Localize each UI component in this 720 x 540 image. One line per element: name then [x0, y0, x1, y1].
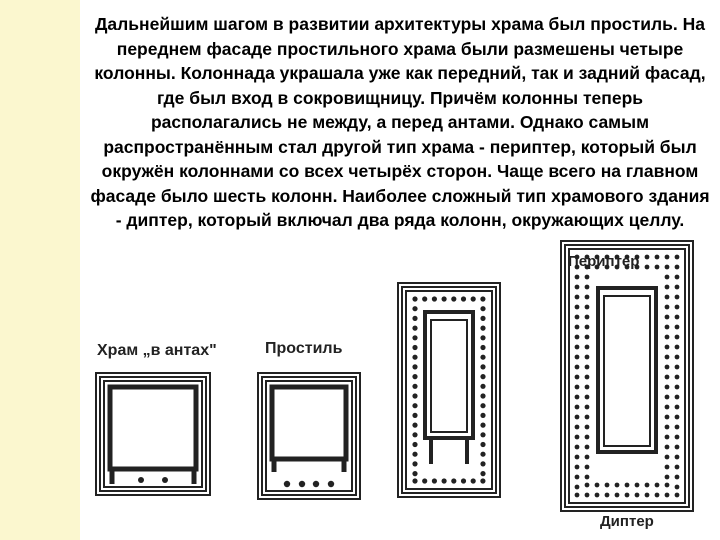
- column-dot: [575, 305, 580, 310]
- column-dot: [575, 435, 580, 440]
- column-dot: [585, 435, 590, 440]
- column-dot: [412, 432, 417, 437]
- column-dot: [480, 432, 485, 437]
- column-dot: [480, 335, 485, 340]
- column-dot: [675, 493, 680, 498]
- column-dot: [412, 471, 417, 476]
- column-dot: [575, 395, 580, 400]
- column-dot: [645, 483, 650, 488]
- dipteros-plan: [560, 240, 694, 512]
- column-dot: [412, 374, 417, 379]
- column-dot: [575, 315, 580, 320]
- column-dot: [412, 393, 417, 398]
- column-dot: [442, 296, 447, 301]
- column-dot: [575, 335, 580, 340]
- column-dot: [575, 493, 580, 498]
- column-dot: [675, 405, 680, 410]
- column-dot: [675, 295, 680, 300]
- column-dot: [675, 435, 680, 440]
- column-dot: [615, 493, 620, 498]
- column-dot: [461, 296, 466, 301]
- plan-label-prostil: Простиль: [265, 340, 343, 357]
- column-dot: [675, 485, 680, 490]
- column-dot: [675, 335, 680, 340]
- column-dot: [585, 493, 590, 498]
- column-dot: [480, 393, 485, 398]
- column-dot: [665, 255, 670, 260]
- column-dot: [480, 452, 485, 457]
- column-dot: [665, 405, 670, 410]
- column-dot: [575, 475, 580, 480]
- column-dot: [675, 275, 680, 280]
- column-dot: [442, 478, 447, 483]
- column-dot: [471, 296, 476, 301]
- column-dot: [585, 365, 590, 370]
- column-dot: [412, 326, 417, 331]
- column-dot: [585, 483, 590, 488]
- column-dot: [480, 478, 485, 483]
- column-dot: [675, 285, 680, 290]
- column-dot: [675, 455, 680, 460]
- prostyle-plan: [257, 372, 361, 500]
- column-dot: [645, 265, 650, 270]
- column-dot: [412, 413, 417, 418]
- column-dot: [575, 405, 580, 410]
- column-dot: [585, 345, 590, 350]
- plan-label-antah: Храм „в антах": [97, 342, 217, 359]
- column-dot: [585, 455, 590, 460]
- column-dot: [575, 455, 580, 460]
- column-dot: [585, 475, 590, 480]
- column-dot: [585, 335, 590, 340]
- column-dot: [635, 493, 640, 498]
- column-dot: [480, 384, 485, 389]
- column-dot: [605, 483, 610, 488]
- column-dot: [675, 385, 680, 390]
- column-dot: [675, 255, 680, 260]
- column-dot: [665, 265, 670, 270]
- column-dot: [585, 305, 590, 310]
- column-dot: [665, 325, 670, 330]
- column-dot: [412, 316, 417, 321]
- column-dot: [422, 296, 427, 301]
- column-dot: [575, 415, 580, 420]
- column-dot: [480, 326, 485, 331]
- column-dot: [480, 306, 485, 311]
- column-dot: [480, 296, 485, 301]
- column-dot: [585, 405, 590, 410]
- column-dot: [575, 325, 580, 330]
- column-dot: [412, 364, 417, 369]
- column-dot: [575, 355, 580, 360]
- column-dot: [480, 423, 485, 428]
- column-dot: [412, 384, 417, 389]
- column-dot: [675, 465, 680, 470]
- column-dot: [575, 275, 580, 280]
- column-dot: [665, 465, 670, 470]
- left-decor-strip: [0, 0, 80, 540]
- column-dot: [615, 483, 620, 488]
- column-dot: [665, 275, 670, 280]
- column-dot: [665, 365, 670, 370]
- column-dot: [412, 296, 417, 301]
- column-dot: [585, 425, 590, 430]
- column-dot: [412, 335, 417, 340]
- column-dot: [665, 455, 670, 460]
- column-dot: [635, 483, 640, 488]
- column-dot: [432, 478, 437, 483]
- column-dot: [665, 385, 670, 390]
- column-dot: [665, 285, 670, 290]
- column-dot: [412, 306, 417, 311]
- column-dot: [575, 285, 580, 290]
- column-dot: [575, 425, 580, 430]
- column-dot: [480, 374, 485, 379]
- column-dot: [585, 445, 590, 450]
- column-dot: [575, 465, 580, 470]
- column-dot: [665, 295, 670, 300]
- column-dot: [665, 425, 670, 430]
- column-dot: [412, 478, 417, 483]
- column-dot: [665, 375, 670, 380]
- column-dot: [585, 385, 590, 390]
- column-dot: [595, 483, 600, 488]
- plan-label-dipter: Диптер: [600, 513, 654, 530]
- column-dot: [585, 465, 590, 470]
- column-dot: [585, 285, 590, 290]
- column-dot: [655, 493, 660, 498]
- column-dot: [575, 385, 580, 390]
- column-dot: [575, 445, 580, 450]
- column-dot: [675, 375, 680, 380]
- column-dot: [585, 295, 590, 300]
- column-dot: [675, 355, 680, 360]
- column-dot: [575, 295, 580, 300]
- column-dot: [575, 365, 580, 370]
- column-dot: [461, 478, 466, 483]
- column-dot: [595, 493, 600, 498]
- column-dot: [665, 315, 670, 320]
- column-dot: [412, 403, 417, 408]
- column-dot: [412, 461, 417, 466]
- column-dot: [665, 305, 670, 310]
- column-dot: [585, 395, 590, 400]
- column-dot: [575, 375, 580, 380]
- column-dot: [665, 445, 670, 450]
- column-dot: [675, 345, 680, 350]
- column-dot: [480, 345, 485, 350]
- column-dot: [675, 395, 680, 400]
- column-dot: [665, 435, 670, 440]
- column-dot: [585, 275, 590, 280]
- column-dot: [480, 461, 485, 466]
- column-dot: [645, 255, 650, 260]
- column-dot: [665, 415, 670, 420]
- peripteros-plan: [397, 282, 501, 498]
- column-dot: [412, 452, 417, 457]
- column-dot: [585, 355, 590, 360]
- column-dot: [675, 315, 680, 320]
- column-dot: [432, 296, 437, 301]
- column-dot: [675, 415, 680, 420]
- column-dot: [665, 395, 670, 400]
- column-dot: [645, 493, 650, 498]
- column-dot: [675, 425, 680, 430]
- column-dot: [412, 442, 417, 447]
- column-dot: [480, 442, 485, 447]
- column-dot: [655, 265, 660, 270]
- column-dot: [585, 325, 590, 330]
- column-dot: [665, 345, 670, 350]
- column-dot: [625, 483, 630, 488]
- slide-body-text: Дальнейшим шагом в развитии архитектуры храма был простиль. На переднем фасаде простильного храма были размешены четыре колонны. Колоннада украшала уже как передний, так и задний фасад, где был вход в сокровищницу. Причём колонны теперь располагались не между, а перед антами. Однако самым распространённым стал другой тип храма - периптер, который был окружён колоннами со всех четырёх сторон. Чаще всего на главном фасаде было шесть колонн. Наиболее сложный тип храмового здания - диптер, который включал два ряда колонн, окружающих целлу.: [90, 14, 710, 230]
- column-dot: [412, 423, 417, 428]
- column-dot: [480, 471, 485, 476]
- column-dot: [675, 365, 680, 370]
- column-dot: [422, 478, 427, 483]
- column-dot: [575, 345, 580, 350]
- column-dot: [480, 403, 485, 408]
- temple-in-antis-plan: [95, 372, 211, 496]
- column-dot: [665, 493, 670, 498]
- column-dot: [412, 345, 417, 350]
- column-dot: [675, 325, 680, 330]
- column-dot: [655, 255, 660, 260]
- column-dot: [655, 483, 660, 488]
- column-dot: [471, 478, 476, 483]
- column-dot: [451, 478, 456, 483]
- column-dot: [585, 375, 590, 380]
- column-dot: [451, 296, 456, 301]
- column-dot: [575, 485, 580, 490]
- column-dot: [675, 305, 680, 310]
- column-dot: [480, 316, 485, 321]
- column-dot: [675, 265, 680, 270]
- plan-label-peripter: Периптер: [568, 253, 640, 270]
- column-dot: [665, 475, 670, 480]
- column-dot: [585, 315, 590, 320]
- column-dot: [480, 413, 485, 418]
- column-dot: [412, 355, 417, 360]
- column-dot: [675, 445, 680, 450]
- column-dot: [665, 483, 670, 488]
- column-dot: [605, 493, 610, 498]
- column-dot: [665, 335, 670, 340]
- column-dot: [585, 415, 590, 420]
- column-dot: [625, 493, 630, 498]
- column-dot: [480, 355, 485, 360]
- column-dot: [480, 364, 485, 369]
- column-dot: [665, 355, 670, 360]
- column-dot: [675, 475, 680, 480]
